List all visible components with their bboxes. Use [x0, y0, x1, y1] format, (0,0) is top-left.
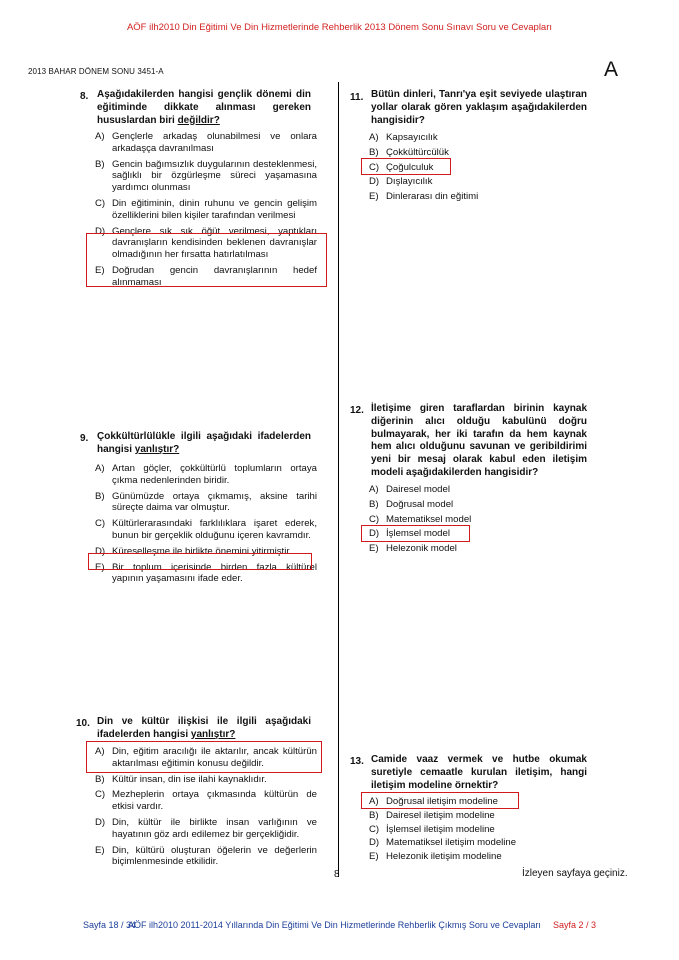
- option-c[interactable]: C) Din eğitiminin, dinin ruhunu ve gencin gelişim özelliklerini bilen kişiler tarafından verilmesi: [95, 197, 317, 221]
- option-b[interactable]: B) Kültür insan, din ise ilahi kaynaklıdır.: [95, 773, 267, 785]
- options-list: [369, 484, 589, 558]
- stem-emphasis: yanlıştır?: [134, 443, 180, 455]
- stem-text: Aşağıdakilerden hangisi gençlik dönemi din eğitiminde dikkate alınması gereken hususlardan biri: [97, 89, 311, 126]
- option-b[interactable]: B) Gencin bağımsızlık duygularının desteklenmesi, sağlıklı bir özgürleşme süreci yaşamasına yardımcı olunması: [95, 158, 317, 194]
- option-a[interactable]: A) Gençlerle arkadaş olunabilmesi ve onlara arkadaşça davranılması: [95, 131, 317, 154]
- option-d[interactable]: D) Gençlere sık sık öğüt verilmesi, yaptıkları davranışların kendisinden beklenen davranışlar olmadığının her fırsatta hatırlatılması: [95, 225, 317, 261]
- option-d[interactable]: D) Matematiksel iletişim modeline: [369, 837, 517, 849]
- answer-highlight-box: [86, 233, 327, 287]
- option-c[interactable]: C) İşlemsel iletişim modeline: [369, 823, 495, 835]
- stem-text: Camide vaaz vermek ve hutbe okumak suretiyle cemaatle kurulan iletişim, hangi iletişim modeline örnektir?: [371, 754, 587, 791]
- options-list: [95, 463, 317, 589]
- option-a[interactable]: A) Doğrusal iletişim modeline: [369, 796, 498, 807]
- option-c[interactable]: C) Matematiksel model: [369, 513, 472, 525]
- question-number: 12.: [350, 405, 364, 416]
- booklet-letter: A: [604, 58, 619, 81]
- stem-text: Çokkültürlülükle ilgili aşağıdaki ifadelerden hangisi: [97, 431, 311, 455]
- stem-text: Bütün dinleri, Tanrı'ya eşit seviyede ulaştıran yollar olarak gören yaklaşım aşağıdakilerden hangisidir?: [371, 89, 587, 126]
- exam-code: 2013 BAHAR DÖNEM SONU 3451-A: [28, 67, 164, 76]
- stem-text: Din ve kültür ilişkisi ile ilgili aşağıdaki ifadelerden hangisi: [97, 716, 311, 740]
- option-a[interactable]: A) Kapsayıcılık: [369, 132, 438, 143]
- option-c[interactable]: C) Mezheplerin ortaya çıkmasında kültürün de etkisi vardır.: [95, 789, 317, 813]
- option-e[interactable]: E) Helezonik model: [369, 543, 457, 555]
- stem-emphasis: yanlıştır?: [190, 728, 236, 740]
- question-stem: [97, 89, 311, 127]
- question-stem: [371, 89, 587, 127]
- next-page-instruction: İzleyen sayfaya geçiniz.: [522, 868, 628, 879]
- option-d[interactable]: D) İşlemsel model: [369, 528, 450, 540]
- option-e[interactable]: E) Helezonik iletişim modeline: [369, 851, 502, 863]
- option-d[interactable]: D) Dışlayıcılık: [369, 176, 433, 188]
- option-d[interactable]: D) Küreselleşme ile birlikte önemini yitirmiştir.: [95, 545, 292, 557]
- option-a[interactable]: A) Din, eğitim aracılığı ile aktarılır, ancak kültürün aktarılması eğitimin konusu değildir.: [95, 746, 317, 769]
- question-stem: [97, 716, 311, 742]
- option-b[interactable]: B) Çokkültürcülük: [369, 146, 449, 158]
- option-b[interactable]: B) Dairesel iletişim modeline: [369, 809, 495, 821]
- document-header-title: AÖF ilh2010 Din Eğitimi Ve Din Hizmetlerinde Rehberlik 2013 Dönem Sonu Sınavı Soru ve Cevapları: [126, 22, 553, 33]
- answer-highlight-box: [88, 553, 312, 570]
- question-number: 11.: [350, 92, 364, 103]
- answer-highlight-box: [361, 525, 470, 542]
- footer-title: AÖF ilh2010 2011-2014 Yıllarında Din Eğitimi Ve Din Hizmetlerinde Rehberlik Çıkmış Soru ve Cevapları: [128, 920, 541, 930]
- option-d[interactable]: D) Din, kültür ile birlikte insan varlığının ve hayatının göz ardı edilemez bir gerçekliğidir.: [95, 816, 317, 840]
- question-stem: [97, 431, 311, 457]
- option-e[interactable]: E) Bir toplum içerisinde birden fazla kültürel yapının yaşamasını ifade eder.: [95, 561, 317, 585]
- option-e[interactable]: E) Doğrudan gencin davranışlarının hedef alınmaması: [95, 264, 317, 288]
- option-a[interactable]: A) Artan göçler, çokkültürlü toplumların ortaya çıkma nedenlerinden biridir.: [95, 463, 317, 486]
- option-a[interactable]: A) Dairesel model: [369, 484, 450, 495]
- option-b[interactable]: B) Günümüzde ortaya çıkmamış, aksine tarihi süreçte daima var olmuştur.: [95, 490, 317, 514]
- answer-highlight-box: [361, 792, 519, 809]
- footer-page-left: Sayfa 18 / 34: [83, 920, 137, 930]
- column-divider: [338, 82, 339, 877]
- question-stem: [371, 754, 587, 792]
- answer-highlight-box: [86, 741, 322, 773]
- question-number: 10.: [76, 718, 90, 729]
- stem-text: İletişime giren taraflardan birinin kaynak diğerinin alıcı olduğu kabulünü doğru bulmayarak, her iki tarafın da hem kaynak hem alıcı olduğunu savunan ve geribildirimi yeni bir mesaj olarak kabul eden iletişim modeli aşağıdakilerden hangisidir?: [371, 403, 587, 478]
- answer-highlight-box: [361, 158, 451, 175]
- option-b[interactable]: B) Doğrusal model: [369, 498, 454, 510]
- question-number: 13.: [350, 756, 364, 767]
- question-stem: [371, 403, 587, 480]
- option-e[interactable]: E) Din, kültürü oluşturan öğelerin ve değerlerin biçimlenmesinde etkilidir.: [95, 844, 317, 868]
- option-e[interactable]: E) Dinlerarası din eğitimi: [369, 191, 479, 203]
- footer-page-right: Sayfa 2 / 3: [553, 920, 597, 930]
- question-number: 9.: [80, 433, 89, 444]
- option-c[interactable]: C) Kültürlerarasındaki farklılıklara işaret ederek, bunun bir gerçeklik olduğunu içeren kavramdır.: [95, 518, 317, 541]
- page-number: 8: [334, 869, 340, 880]
- stem-emphasis: değildir?: [177, 114, 220, 126]
- question-number: 8.: [80, 91, 89, 102]
- option-c[interactable]: C) Çoğulculuk: [369, 161, 434, 173]
